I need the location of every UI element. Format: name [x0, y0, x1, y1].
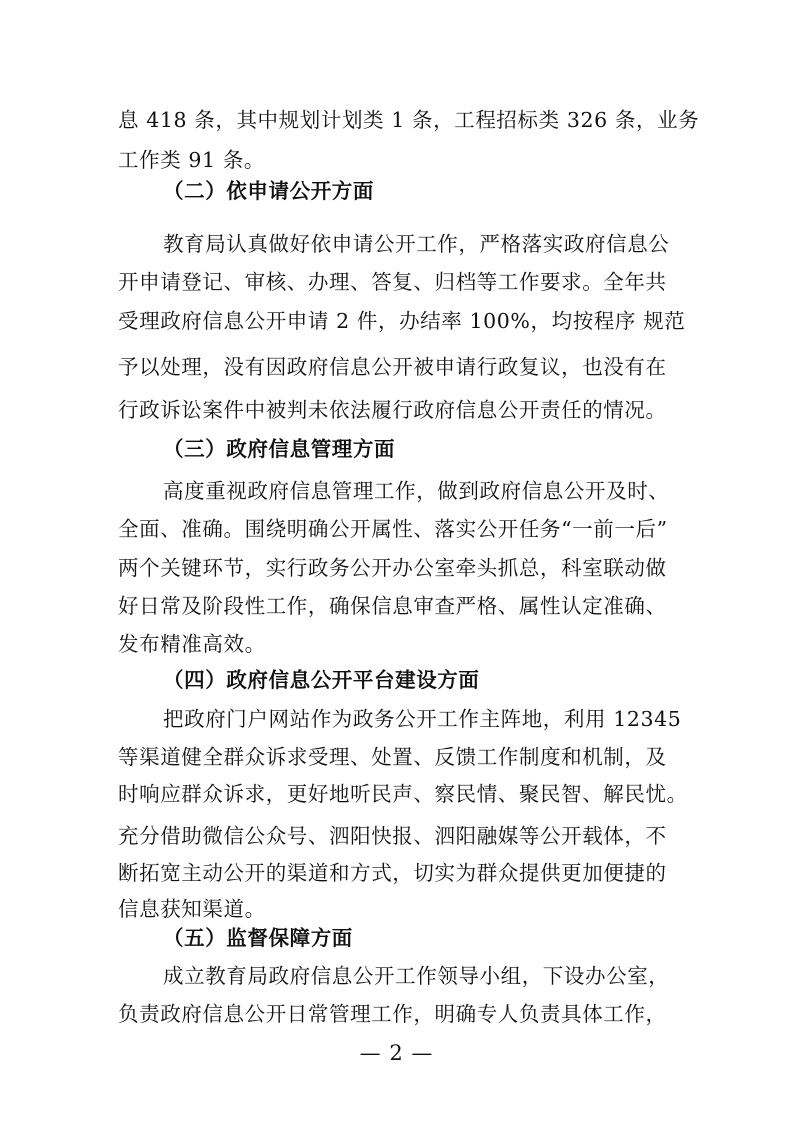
body-text-line: 成立教育局政府信息公开工作领导小组，下设办公室，: [163, 964, 670, 988]
body-text-line: 教育局认真做好依申请公开工作，严格落实政府信息公: [163, 232, 670, 256]
body-text-line: 把政府门户网站作为政务公开工作主阵地，利用 12345: [163, 707, 682, 731]
body-text-line: 充分借助微信公众号、泗阳快报、泗阳融媒等公开载体，不: [118, 824, 667, 848]
section-heading-4: （四）政府信息公开平台建设方面: [163, 668, 480, 692]
section-heading-5: （五）监督保障方面: [163, 926, 353, 950]
body-text-line: 断拓宽主动公开的渠道和方式，切实为群众提供更加便捷的: [118, 861, 667, 885]
body-text-line: 息 418 条，其中规划计划类 1 条，工程招标类 326 条，业务: [118, 108, 700, 132]
body-text-line: 全面、准确。围绕明确公开属性、落实公开任务“一前一后”: [118, 517, 668, 541]
body-text-line: 负责政府信息公开日常管理工作，明确专人负责具体工作，: [118, 1002, 667, 1026]
body-text-line: 两个关键环节，实行政务公开办公室牵头抓总，科室联动做: [118, 556, 667, 580]
body-text-line: 发布精准高效。: [118, 632, 266, 656]
body-text-line: 好日常及阶段性工作，确保信息审查严格、属性认定准确、: [118, 594, 667, 618]
body-text-line: 开申请登记、审核、办理、答复、归档等工作要求。全年共: [118, 270, 667, 294]
body-text-line: 等渠道健全群众诉求受理、处置、反馈工作制度和机制，及: [118, 745, 667, 769]
body-text-line: 高度重视政府信息管理工作，做到政府信息公开及时、: [163, 479, 670, 503]
section-heading-3: （三）政府信息管理方面: [163, 437, 396, 461]
body-text-line: 受理政府信息公开申请 2 件，办结率 100%，均按程序 规范: [118, 309, 686, 333]
body-text-line: 工作类 91 条。: [118, 148, 266, 172]
body-text-line: 时响应群众诉求，更好地听民声、察民情、聚民智、解民忧。: [118, 782, 688, 806]
body-text-line: 予以处理，没有因政府信息公开被申请行政复议，也没有在: [118, 355, 667, 379]
section-heading-2: （二）依申请公开方面: [163, 179, 374, 203]
body-text-line: 行政诉讼案件中被判未依法履行政府信息公开责任的情况。: [118, 398, 667, 422]
body-text-line: 信息获知渠道。: [118, 897, 266, 921]
page-number: — 2 —: [359, 1041, 434, 1065]
